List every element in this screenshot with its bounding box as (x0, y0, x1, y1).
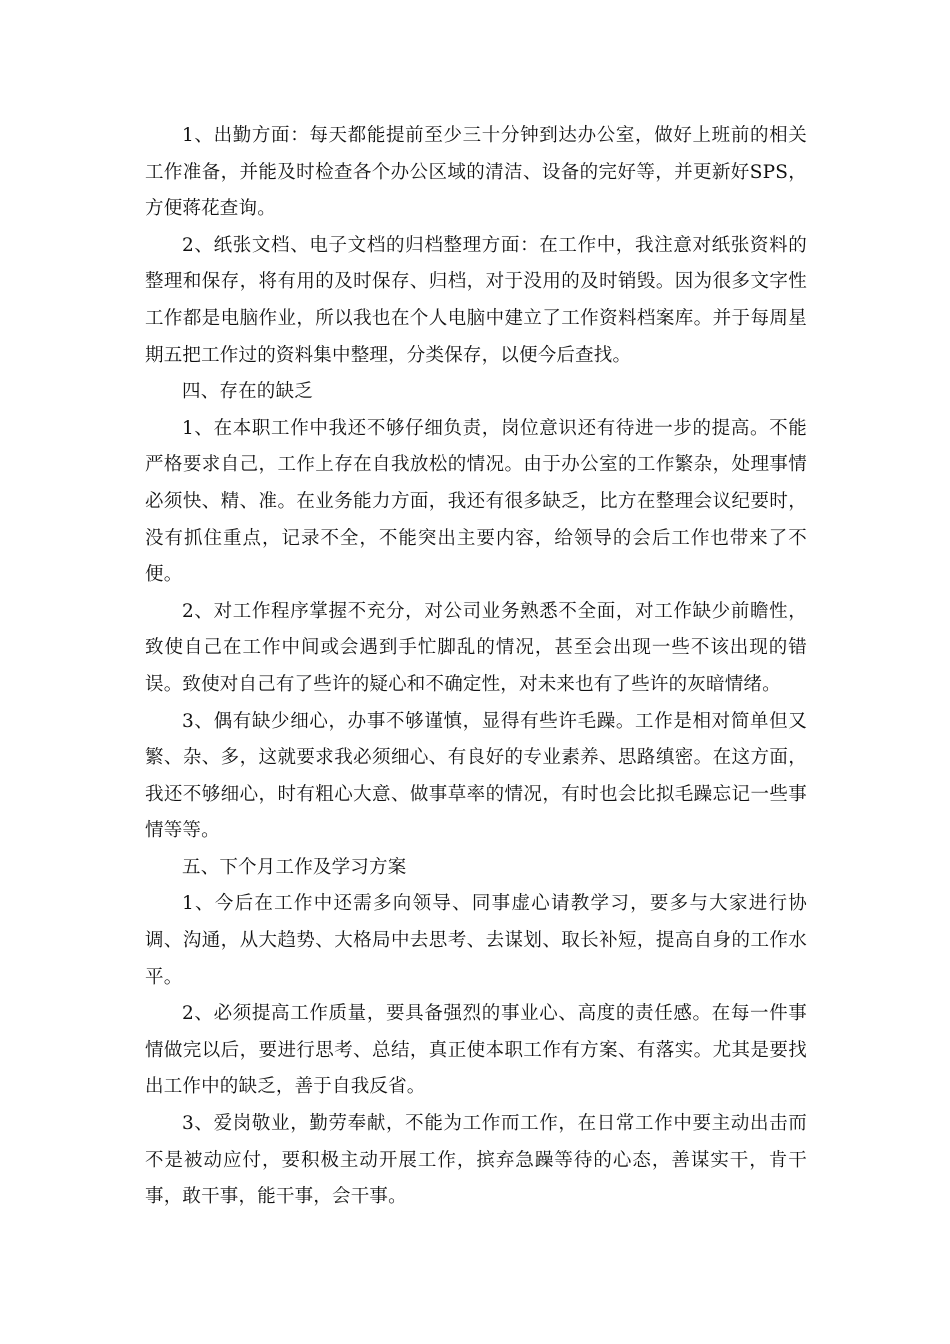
paragraph-shortcoming-3: 3、偶有缺少细心，办事不够谨慎，显得有些许毛躁。工作是相对简单但又繁、杂、多，这就要求我必须细心、有良好的专业素养、思路缜密。在这方面，我还不够细心，时有粗心大意、做事草率的情况，有时也会比拟毛躁忘记一些事情等等。 (145, 710, 807, 842)
section-heading-shortcomings: 四、存在的缺乏 (182, 381, 313, 403)
paragraph-filing: 2、纸张文档、电子文档的归档整理方面：在工作中，我注意对纸张资料的整理和保存，将有用的及时保存、归档，对于没用的及时销毁。因为很多文字性工作都是电脑作业，所以我也在个人电脑中建立了工作资料档案库。并于每周星期五把工作过的资料集中整理，分类保存，以便今后查找。 (145, 234, 807, 366)
paragraph-shortcoming-2: 2、对工作程序掌握不充分，对公司业务熟悉不全面，对工作缺少前瞻性，致使自己在工作中间或会遇到手忙脚乱的情况，甚至会出现一些不该出现的错误。致使对自己有了些许的疑心和不确定性，对未来也有了些许的灰暗情绪。 (145, 600, 807, 695)
paragraph-shortcoming-1: 1、在本职工作中我还不够仔细负责，岗位意识还有待进一步的提高。不能严格要求自己，工作上存在自我放松的情况。由于办公室的工作繁杂，处理事情必须快、精、准。在业务能力方面，我还有很多缺乏，比方在整理会议纪要时，没有抓住重点，记录不全，不能突出主要内容，给领导的会后工作也带来了不便。 (145, 417, 807, 586)
paragraph-plan-2: 2、必须提高工作质量，要具备强烈的事业心、高度的责任感。在每一件事情做完以后，要进行思考、总结，真正使本职工作有方案、有落实。尤其是要找出工作中的缺乏，善于自我反省。 (145, 1003, 807, 1098)
document-body (145, 118, 807, 1216)
paragraph-attendance: 1、出勤方面：每天都能提前至少三十分钟到达办公室，做好上班前的相关工作准备，并能及时检查各个办公区域的清洁、设备的完好等，并更新好SPS，方便蒋花查询。 (145, 125, 807, 220)
paragraph-plan-1: 1、今后在工作中还需多向领导、同事虚心请教学习，要多与大家进行协调、沟通，从大趋势、大格局中去思考、去谋划、取长补短，提高自身的工作水平。 (145, 893, 807, 988)
section-heading-next-month-plan: 五、下个月工作及学习方案 (182, 856, 407, 878)
paragraph-plan-3: 3、爱岗敬业，勤劳奉献，不能为工作而工作，在日常工作中要主动出击而不是被动应付，要积极主动开展工作，摈弃急躁等待的心态，善谋实干，肯干事，敢干事，能干事，会干事。 (145, 1113, 807, 1208)
